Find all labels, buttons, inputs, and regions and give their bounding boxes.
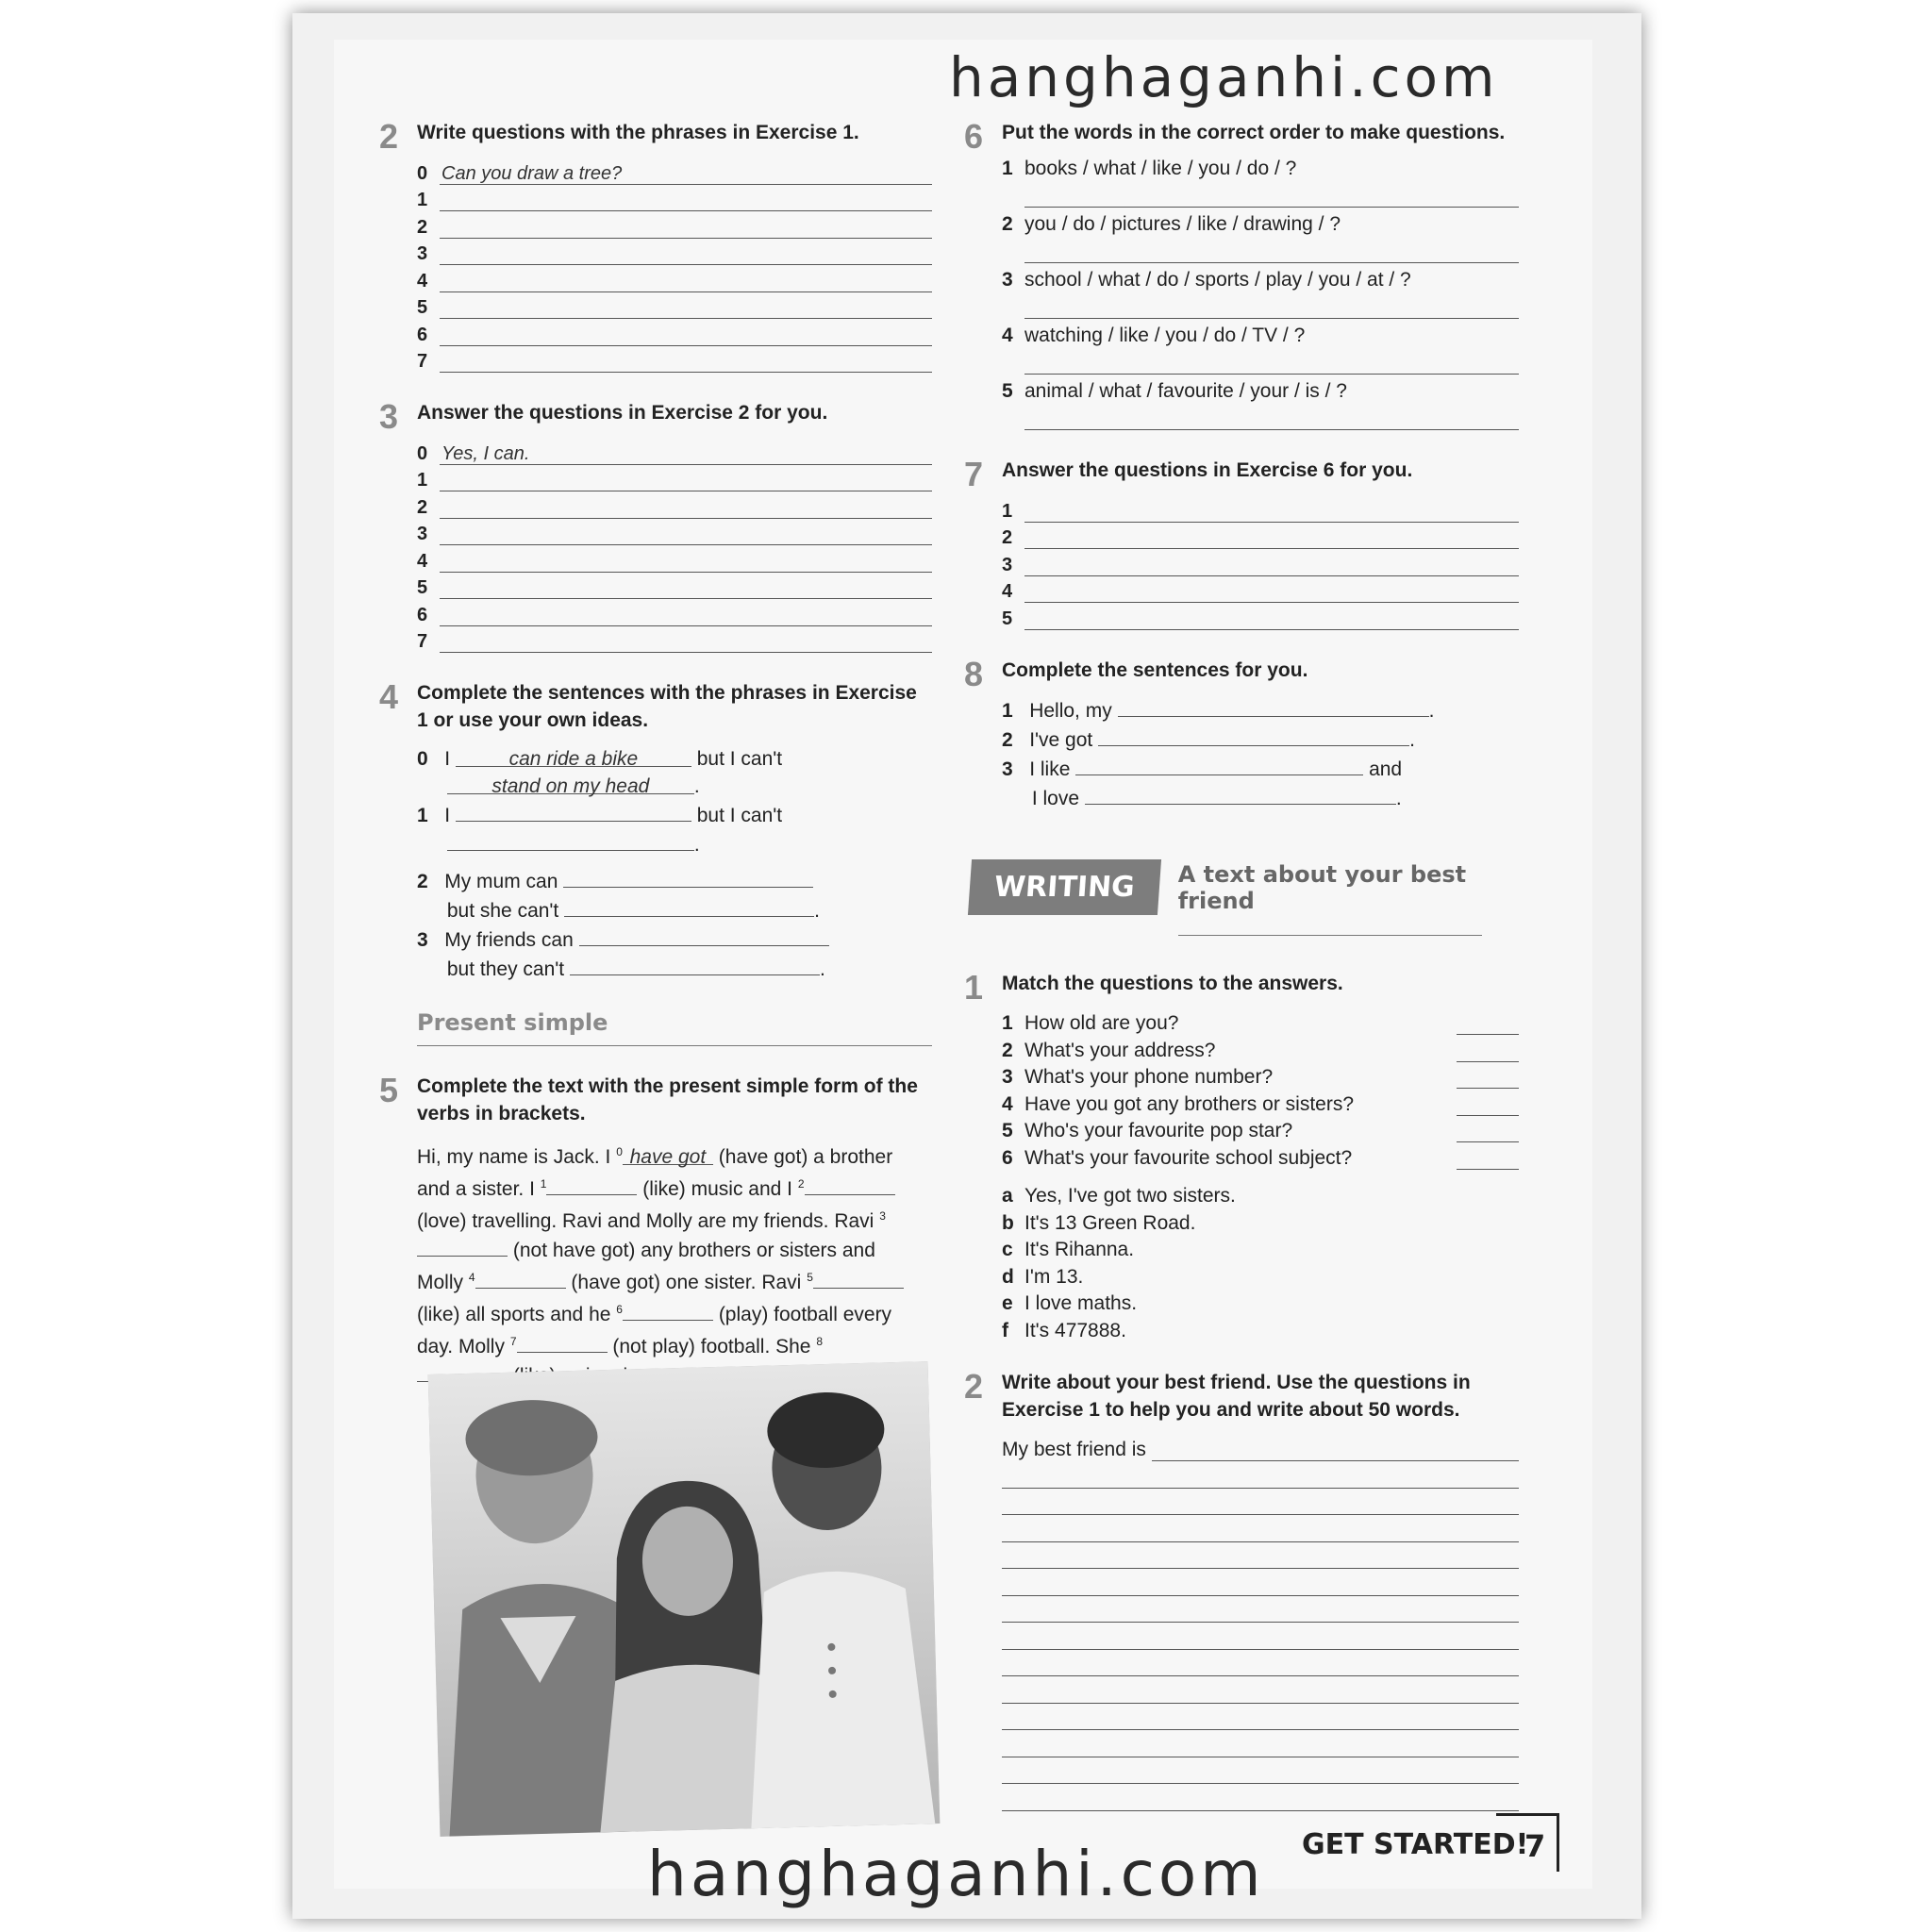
exercise-6 — [964, 117, 1519, 430]
answer-letter: d — [1002, 1265, 1014, 1288]
item-number: 0 — [417, 748, 428, 770]
page-number: 7 — [1524, 1828, 1546, 1864]
exercise-instruction: Put the words in the correct order to make questions. — [1002, 122, 1506, 143]
exercise-number: 4 — [379, 677, 399, 716]
answer-line[interactable] — [1024, 180, 1519, 208]
exercise-number: 5 — [379, 1071, 399, 1109]
writing-line[interactable] — [1002, 1461, 1519, 1489]
exercise-instruction: Match the questions to the answers. — [1002, 972, 1343, 994]
sentence-end: . — [1395, 787, 1402, 809]
gap-number: 0 — [616, 1145, 623, 1158]
item-number: 0 — [417, 442, 428, 464]
answer-blank[interactable] — [564, 895, 814, 917]
question-row — [1002, 1089, 1519, 1116]
sentence-text: I — [444, 805, 451, 826]
list-item — [417, 346, 932, 374]
item-number: 5 — [417, 577, 428, 598]
text-segment: (not play) football. She — [612, 1336, 811, 1357]
item-number: 2 — [1002, 213, 1013, 235]
answer-letter: f — [1002, 1319, 1008, 1341]
answer-line[interactable] — [440, 271, 932, 292]
gap-fill-text — [417, 1139, 904, 1390]
match-answer-line[interactable] — [1457, 1152, 1519, 1170]
item-number: 5 — [417, 297, 428, 318]
answer-line[interactable] — [440, 605, 932, 626]
writing-line[interactable] — [1002, 1676, 1519, 1704]
word-prompt: you / do / pictures / like / drawing / ? — [1024, 213, 1341, 235]
question-row — [1002, 1008, 1519, 1036]
answer-blank[interactable] — [623, 1299, 713, 1321]
question-text: Have you got any brothers or sisters? — [1024, 1092, 1355, 1115]
answer-row — [1002, 1289, 1519, 1316]
sentence-text: but I can't — [696, 748, 783, 770]
list-item — [417, 319, 932, 346]
gap-number: 8 — [816, 1335, 824, 1348]
writing-exercise-1 — [964, 967, 1519, 1342]
writing-line[interactable] — [1002, 1489, 1519, 1516]
match-answer-line[interactable] — [1457, 1098, 1519, 1116]
answer-line[interactable] — [440, 524, 932, 545]
sentence-1 — [1002, 695, 1519, 724]
item-number: 6 — [417, 604, 428, 625]
sentence-end: . — [693, 775, 700, 797]
question-text: What's your address? — [1024, 1039, 1216, 1061]
writing-line[interactable] — [1152, 1440, 1519, 1461]
answer-row — [1002, 1181, 1519, 1208]
item-number: 7 — [417, 631, 428, 652]
watermark-bottom: hanghaganhi.com — [647, 1838, 1265, 1910]
answer-line[interactable] — [1024, 608, 1519, 630]
answer-row — [1002, 1208, 1519, 1235]
writing-line[interactable] — [1002, 1784, 1519, 1811]
item-number: 4 — [1002, 325, 1013, 346]
answer-line[interactable] — [440, 551, 932, 573]
sentence-text: and — [1369, 758, 1403, 780]
answer-blank[interactable] — [1118, 695, 1429, 717]
list-item — [1002, 603, 1519, 630]
answer-blank[interactable] — [475, 1267, 566, 1289]
list-item — [417, 239, 932, 266]
answer-line[interactable] — [440, 297, 932, 319]
answer-line[interactable] — [440, 631, 932, 653]
sentence-end: . — [814, 900, 820, 922]
answer-line[interactable] — [440, 325, 932, 346]
exercise-7 — [964, 455, 1519, 630]
answer-line[interactable] — [440, 190, 932, 211]
answer-line[interactable] — [1024, 291, 1519, 319]
list-item — [1002, 549, 1519, 576]
list-item — [1002, 523, 1519, 550]
item-number: 3 — [1002, 554, 1013, 575]
answer-line[interactable] — [1024, 403, 1519, 430]
sentence-text: but I can't — [696, 805, 783, 826]
exercise-instruction: Complete the text with the present simple form of the verbs in brackets. — [417, 1075, 918, 1124]
answer-text: It's Rihanna. — [1024, 1239, 1135, 1260]
question-text: What's your favourite school subject? — [1024, 1146, 1353, 1169]
writing-line[interactable] — [1002, 1569, 1519, 1596]
sentence-end: . — [693, 834, 700, 856]
answer-blank[interactable]: can ride a bike — [456, 745, 691, 767]
sentence-end: . — [1428, 699, 1435, 722]
list-item — [1002, 576, 1519, 604]
item-number: 6 — [417, 324, 428, 345]
word-prompt: watching / like / you / do / TV / ? — [1024, 325, 1306, 346]
item-number: 4 — [1002, 581, 1013, 602]
sentence-starter: My best friend is — [1002, 1439, 1146, 1460]
page-corner-rule — [1557, 1813, 1559, 1872]
right-column — [964, 117, 1519, 1838]
item-number: 7 — [417, 351, 428, 372]
answer-blank[interactable] — [1098, 724, 1409, 746]
question-text-row — [1002, 158, 1519, 180]
item-number: 3 — [1002, 1066, 1013, 1088]
sentence-text: My mum can — [444, 871, 558, 892]
question-text-row — [1002, 380, 1519, 403]
question-text: How old are you? — [1024, 1012, 1179, 1034]
gap-number: 1 — [540, 1177, 547, 1191]
item-number: 4 — [417, 270, 428, 291]
item-number: 3 — [417, 929, 428, 951]
gap-number: 5 — [807, 1271, 813, 1284]
list-item — [417, 491, 932, 519]
answer-blank[interactable] — [805, 1174, 895, 1195]
list-item — [1002, 495, 1519, 523]
answer-blank[interactable]: have got — [623, 1143, 713, 1165]
answer-line[interactable] — [1024, 501, 1519, 523]
exercise-number: 1 — [964, 967, 984, 1007]
match-answer-line[interactable] — [1457, 1071, 1519, 1089]
answer-blank[interactable] — [579, 924, 829, 946]
sentence-end: . — [819, 958, 825, 980]
answer-line[interactable] — [1024, 236, 1519, 263]
exercise-number: 3 — [379, 397, 399, 436]
word-prompt: books / what / like / you / do / ? — [1024, 158, 1297, 179]
exercise-4 — [379, 677, 932, 983]
item-number: 2 — [417, 871, 428, 892]
answer-text: I love maths. — [1024, 1292, 1138, 1314]
answer-line[interactable]: Can you draw a tree? — [440, 163, 932, 185]
exercise-instruction: Answer the questions in Exercise 6 for you. — [1002, 459, 1413, 481]
item-number: 6 — [1002, 1146, 1013, 1169]
question-row — [1002, 1116, 1519, 1143]
answer-line[interactable] — [1024, 555, 1519, 576]
sentence-text: but she can't — [446, 900, 559, 922]
answer-blank[interactable] — [1075, 754, 1363, 775]
writing-line[interactable] — [1002, 1515, 1519, 1542]
list-item — [417, 573, 932, 600]
sentence-text: I've got — [1029, 728, 1093, 751]
list-item — [417, 185, 932, 212]
writing-line[interactable] — [1002, 1650, 1519, 1677]
item-number: 3 — [417, 243, 428, 264]
match-answer-line[interactable] — [1457, 1124, 1519, 1142]
answer-line[interactable] — [440, 497, 932, 519]
exercise-instruction: Answer the questions in Exercise 2 for you. — [417, 402, 828, 424]
item-number: 3 — [417, 524, 428, 544]
text-segment: (like) music and I — [642, 1178, 792, 1200]
page-corner-rule — [1496, 1813, 1558, 1816]
text-segment: (love) travelling. Ravi and Molly are my friends. Ravi — [417, 1210, 874, 1232]
item-number: 5 — [1002, 1120, 1013, 1141]
answer-blank[interactable]: stand on my head — [447, 773, 694, 794]
answer-letter: b — [1002, 1211, 1014, 1234]
list-item — [417, 158, 932, 185]
item-number: 0 — [417, 162, 428, 184]
answer-row — [1002, 1235, 1519, 1262]
answer-blank[interactable] — [563, 866, 813, 888]
writing-line[interactable] — [1002, 1623, 1519, 1650]
item-number: 2 — [1002, 728, 1013, 751]
answer-blank[interactable] — [417, 1235, 508, 1257]
exercise-instruction: Write about your best friend. Use the questions in Exercise 1 to help you and write about 50 words. — [1002, 1371, 1471, 1421]
answer-text: It's 13 Green Road. — [1024, 1211, 1196, 1234]
list-item — [417, 626, 932, 654]
question-row — [1002, 1062, 1519, 1090]
list-item — [417, 545, 932, 573]
answer-blank[interactable] — [517, 1331, 608, 1353]
section-heading: Present simple — [417, 1009, 932, 1046]
list-item — [417, 519, 932, 546]
word-prompt: school / what / do / sports / play / you / at / ? — [1024, 269, 1411, 291]
question-text-row — [1002, 325, 1519, 347]
item-number: 1 — [417, 190, 428, 210]
left-column — [379, 117, 932, 1416]
question-item — [1002, 269, 1519, 319]
item-number: 1 — [417, 805, 428, 826]
sentence-3 — [1002, 754, 1519, 812]
answer-line[interactable] — [440, 470, 932, 491]
list-item — [417, 465, 932, 492]
exercise-2 — [379, 117, 932, 373]
sentence-0 — [417, 745, 932, 800]
question-row — [1002, 1142, 1519, 1170]
exercise-instruction: Write questions with the phrases in Exercise 1. — [417, 122, 859, 143]
teens-photo-illustration — [428, 1361, 941, 1837]
item-number: 4 — [417, 550, 428, 572]
writing-line[interactable] — [1002, 1596, 1519, 1624]
sentence-text: My friends can — [444, 929, 574, 951]
text-segment: (have got) a brother and a sister. I — [417, 1146, 893, 1200]
answer-line[interactable] — [440, 243, 932, 265]
sentence-text: I — [444, 748, 451, 770]
answer-blank[interactable] — [456, 800, 691, 822]
answer-text: It's 477888. — [1024, 1319, 1126, 1341]
answer-line[interactable] — [1024, 527, 1519, 549]
writing-banner — [970, 839, 1519, 936]
match-answer-line[interactable] — [1457, 1017, 1519, 1035]
exercise-number: 2 — [379, 117, 399, 156]
answer-letter: c — [1002, 1239, 1013, 1260]
item-number: 5 — [1002, 608, 1013, 629]
item-number: 2 — [417, 496, 428, 518]
list-item — [417, 265, 932, 292]
section-footer: GET STARTED! — [1302, 1828, 1529, 1861]
exercise-number: 2 — [964, 1366, 984, 1406]
writing-line[interactable] — [1002, 1542, 1519, 1570]
item-number: 5 — [1002, 380, 1013, 402]
writing-exercise-2 — [964, 1366, 1519, 1811]
writing-line[interactable] — [1002, 1704, 1519, 1731]
match-answer-line[interactable] — [1457, 1044, 1519, 1062]
gap-number: 6 — [616, 1303, 623, 1316]
writing-label: WRITING — [968, 859, 1161, 915]
item-number: 3 — [1002, 758, 1013, 780]
question-item — [1002, 380, 1519, 430]
sentence-2 — [417, 866, 932, 924]
watermark-top: hanghaganhi.com — [949, 45, 1499, 109]
text-segment: (not have got) any brothers or sisters and Molly — [417, 1240, 875, 1293]
answer-line[interactable] — [440, 351, 932, 373]
exercise-5 — [379, 1071, 932, 1390]
sentence-2 — [1002, 724, 1519, 754]
exercise-8 — [964, 654, 1519, 812]
item-number: 1 — [1002, 158, 1013, 179]
exercise-instruction: Complete the sentences for you. — [1002, 658, 1308, 681]
writing-start-row — [1002, 1435, 1519, 1462]
item-number: 1 — [417, 470, 428, 491]
sentence-end: . — [1409, 728, 1415, 751]
item-number: 1 — [1002, 500, 1013, 522]
answer-blank[interactable] — [570, 954, 820, 975]
exercise-number: 8 — [964, 654, 984, 693]
item-number: 2 — [1002, 1039, 1013, 1061]
answer-line[interactable] — [440, 577, 932, 599]
question-text: Who's your favourite pop star? — [1024, 1120, 1293, 1141]
answer-line[interactable] — [440, 217, 932, 239]
answer-text: I'm 13. — [1024, 1265, 1084, 1288]
gap-number: 3 — [879, 1209, 886, 1223]
list-item — [417, 438, 932, 465]
answer-line[interactable] — [1024, 581, 1519, 603]
question-text-row — [1002, 213, 1519, 236]
list-item — [417, 599, 932, 626]
answer-blank[interactable] — [447, 829, 694, 851]
answer-row — [1002, 1315, 1519, 1342]
question-item — [1002, 213, 1519, 263]
answer-letter: a — [1002, 1185, 1013, 1207]
question-row — [1002, 1035, 1519, 1062]
answer-row — [1002, 1261, 1519, 1289]
text-segment: Hi, my name is Jack. I — [417, 1146, 611, 1168]
list-item — [417, 211, 932, 239]
exercise-number: 6 — [964, 117, 984, 156]
answer-line[interactable]: Yes, I can. — [440, 443, 932, 465]
text-segment: (like) all sports and he — [417, 1304, 611, 1325]
item-number: 3 — [1002, 269, 1013, 291]
exercise-instruction: Complete the sentences with the phrases in Exercise 1 or use your own ideas. — [417, 682, 917, 731]
gap-number: 4 — [468, 1271, 475, 1284]
question-text-row — [1002, 269, 1519, 291]
text-segment: (play) football every day. Molly — [417, 1304, 892, 1357]
exercise-number: 7 — [964, 455, 984, 493]
answer-blank[interactable] — [813, 1267, 904, 1289]
item-number: 1 — [1002, 1012, 1013, 1034]
item-number: 4 — [1002, 1092, 1013, 1115]
writing-line[interactable] — [1002, 1730, 1519, 1757]
list-item — [417, 292, 932, 320]
answer-blank[interactable] — [546, 1174, 637, 1195]
teens-photo — [428, 1361, 941, 1837]
gap-number: 2 — [797, 1177, 805, 1191]
sentence-text: but they can't — [446, 958, 565, 980]
exercise-3 — [379, 397, 932, 653]
sentence-3 — [417, 924, 932, 983]
answer-text: Yes, I've got two sisters. — [1024, 1185, 1236, 1207]
sentence-text: I like — [1029, 758, 1071, 780]
word-prompt: animal / what / favourite / your / is / ? — [1024, 380, 1347, 402]
writing-title: A text about your best friend — [1178, 861, 1482, 936]
text-segment: (have got) one sister. Ravi — [571, 1272, 802, 1293]
sentence-text: I love — [1031, 787, 1080, 809]
sentence-text: Hello, my — [1029, 699, 1112, 722]
item-number: 2 — [417, 216, 428, 238]
item-number: 2 — [1002, 527, 1013, 548]
answer-blank[interactable] — [1085, 783, 1396, 805]
answer-letter: e — [1002, 1292, 1013, 1314]
writing-line[interactable] — [1002, 1757, 1519, 1785]
question-item — [1002, 158, 1519, 208]
gap-number: 7 — [509, 1335, 517, 1348]
question-text: What's your phone number? — [1024, 1066, 1274, 1088]
item-number: 1 — [1002, 699, 1013, 722]
question-item — [1002, 325, 1519, 375]
sentence-1 — [417, 800, 932, 858]
answer-line[interactable] — [1024, 347, 1519, 375]
